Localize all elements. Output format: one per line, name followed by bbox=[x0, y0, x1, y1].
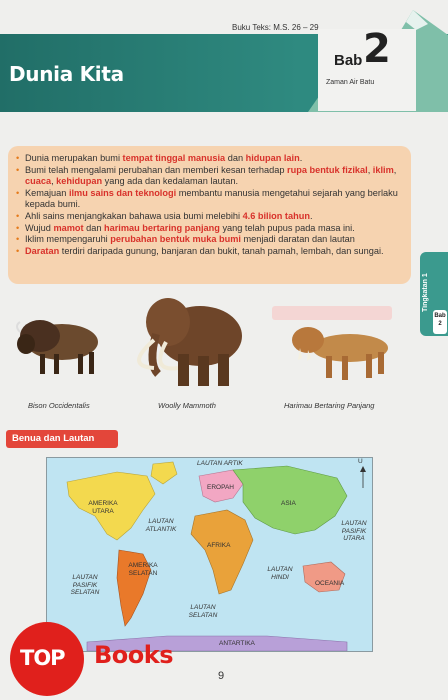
label-oceania: OCEANIA bbox=[315, 580, 345, 587]
chapter-subtitle: Zaman Air Batu bbox=[326, 79, 375, 86]
note-text: , bbox=[367, 164, 373, 175]
sabertooth-illustration bbox=[286, 318, 398, 384]
note-text: Bumi telah mengalami perubahan dan memberi kesan terhadap bbox=[25, 164, 288, 175]
note-highlight: kehidupan bbox=[56, 176, 103, 187]
label-lautan-selatan: LAUTAN SELATAN bbox=[188, 604, 218, 619]
note-text: , bbox=[51, 176, 57, 187]
note-highlight: perubahan bentuk muka bumi bbox=[110, 234, 241, 245]
note-text: menjadi daratan dan lautan bbox=[240, 234, 355, 245]
note-text: yang ada dan kedalaman lautan. bbox=[102, 176, 238, 187]
note-item bbox=[16, 234, 408, 246]
book-reference: Buku Teks: M.S. 26 – 29 bbox=[232, 23, 319, 32]
label-lautan-pasifik-selatan: LAUTAN PASIFIK SELATAN bbox=[70, 574, 100, 596]
world-map bbox=[46, 457, 373, 652]
note-text: Kemajuan bbox=[25, 187, 69, 198]
side-tab-bab: Bab bbox=[434, 313, 446, 319]
note-highlight: tempat tinggal manusia bbox=[122, 153, 226, 163]
chapter-title: Dunia Kita bbox=[9, 62, 124, 86]
note-text: terdiri daripada gunung, banjaran dan bukit, tanah pamah, lembah, dan sungai. bbox=[59, 245, 384, 256]
chapter-label: Bab bbox=[334, 52, 363, 69]
notes-list bbox=[16, 153, 408, 257]
north-indicator: U bbox=[358, 458, 363, 465]
note-highlight: Daratan bbox=[25, 245, 60, 256]
mammoth-illustration bbox=[126, 292, 248, 392]
note-text: membantu manusia mengetahui sejarah yang berlaku kepada bumi. bbox=[25, 187, 398, 210]
note-text: Iklim mempengaruhi bbox=[25, 234, 111, 245]
note-text: , bbox=[393, 164, 397, 175]
note-item bbox=[16, 246, 408, 258]
label-lautan-artik: LAUTAN ARTIK bbox=[197, 460, 243, 467]
chapter-number: 2 bbox=[363, 26, 391, 72]
label-amerika-utara: AMERIKA UTARA bbox=[88, 500, 118, 515]
side-tab-number: 2 bbox=[438, 321, 442, 327]
animal-label-sabertooth: Harimau Bertaring Panjang bbox=[284, 401, 375, 410]
side-tab-label: Tingkatan 1 bbox=[422, 273, 429, 312]
label-antartika: ANTARTIKA bbox=[219, 640, 255, 647]
note-highlight: hidupan lain bbox=[245, 153, 300, 163]
note-item bbox=[16, 188, 408, 211]
note-text: yang telah pupus pada masa ini. bbox=[219, 222, 355, 233]
note-text: dan bbox=[225, 153, 246, 163]
note-highlight: cuaca bbox=[25, 176, 52, 187]
topbooks-logo-top: TOP bbox=[20, 646, 65, 670]
section-title: Benua dan Lautan bbox=[12, 433, 95, 444]
note-highlight: rupa bentuk fizikal bbox=[287, 164, 368, 175]
side-tab-chapter bbox=[433, 310, 447, 334]
label-afrika: AFRIKA bbox=[207, 542, 231, 549]
label-lautan-pasifik-utara: LAUTAN PASIFIK UTARA bbox=[341, 520, 367, 542]
notes-box bbox=[8, 146, 411, 284]
note-item bbox=[16, 223, 408, 235]
label-asia: ASIA bbox=[281, 500, 296, 507]
label-amerika-selatan: AMERIKA SELATAN bbox=[128, 562, 158, 577]
note-text: Wujud bbox=[25, 222, 54, 233]
note-highlight: harimau bertaring panjang bbox=[104, 222, 220, 233]
topbooks-logo-books: Books bbox=[94, 641, 174, 669]
note-item bbox=[16, 165, 408, 188]
note-item bbox=[16, 153, 408, 165]
bison-illustration bbox=[10, 310, 110, 380]
note-text: . bbox=[299, 153, 303, 163]
label-lautan-hindi: LAUTAN HINDI bbox=[267, 566, 293, 581]
note-highlight: mamot bbox=[53, 222, 84, 233]
note-highlight: 4.6 bilion tahun bbox=[242, 210, 310, 221]
animal-label-mammoth: Woolly Mammoth bbox=[158, 401, 216, 410]
note-item bbox=[16, 211, 408, 223]
animal-label-bison: Bison Occidentalis bbox=[28, 401, 90, 410]
note-text: dan bbox=[83, 222, 104, 233]
note-highlight: iklim bbox=[372, 164, 394, 175]
label-eropah: EROPAH bbox=[207, 484, 234, 491]
note-highlight: ilmu sains dan teknologi bbox=[68, 187, 177, 198]
note-text: Dunia merupakan bumi bbox=[25, 153, 123, 163]
note-text: . bbox=[309, 210, 313, 221]
label-lautan-atlantik: LAUTAN ATLANTIK bbox=[145, 518, 177, 533]
page-number: 9 bbox=[218, 670, 225, 682]
note-text: Ahli sains menjangkakan bahawa usia bumi melebihi bbox=[25, 210, 243, 221]
